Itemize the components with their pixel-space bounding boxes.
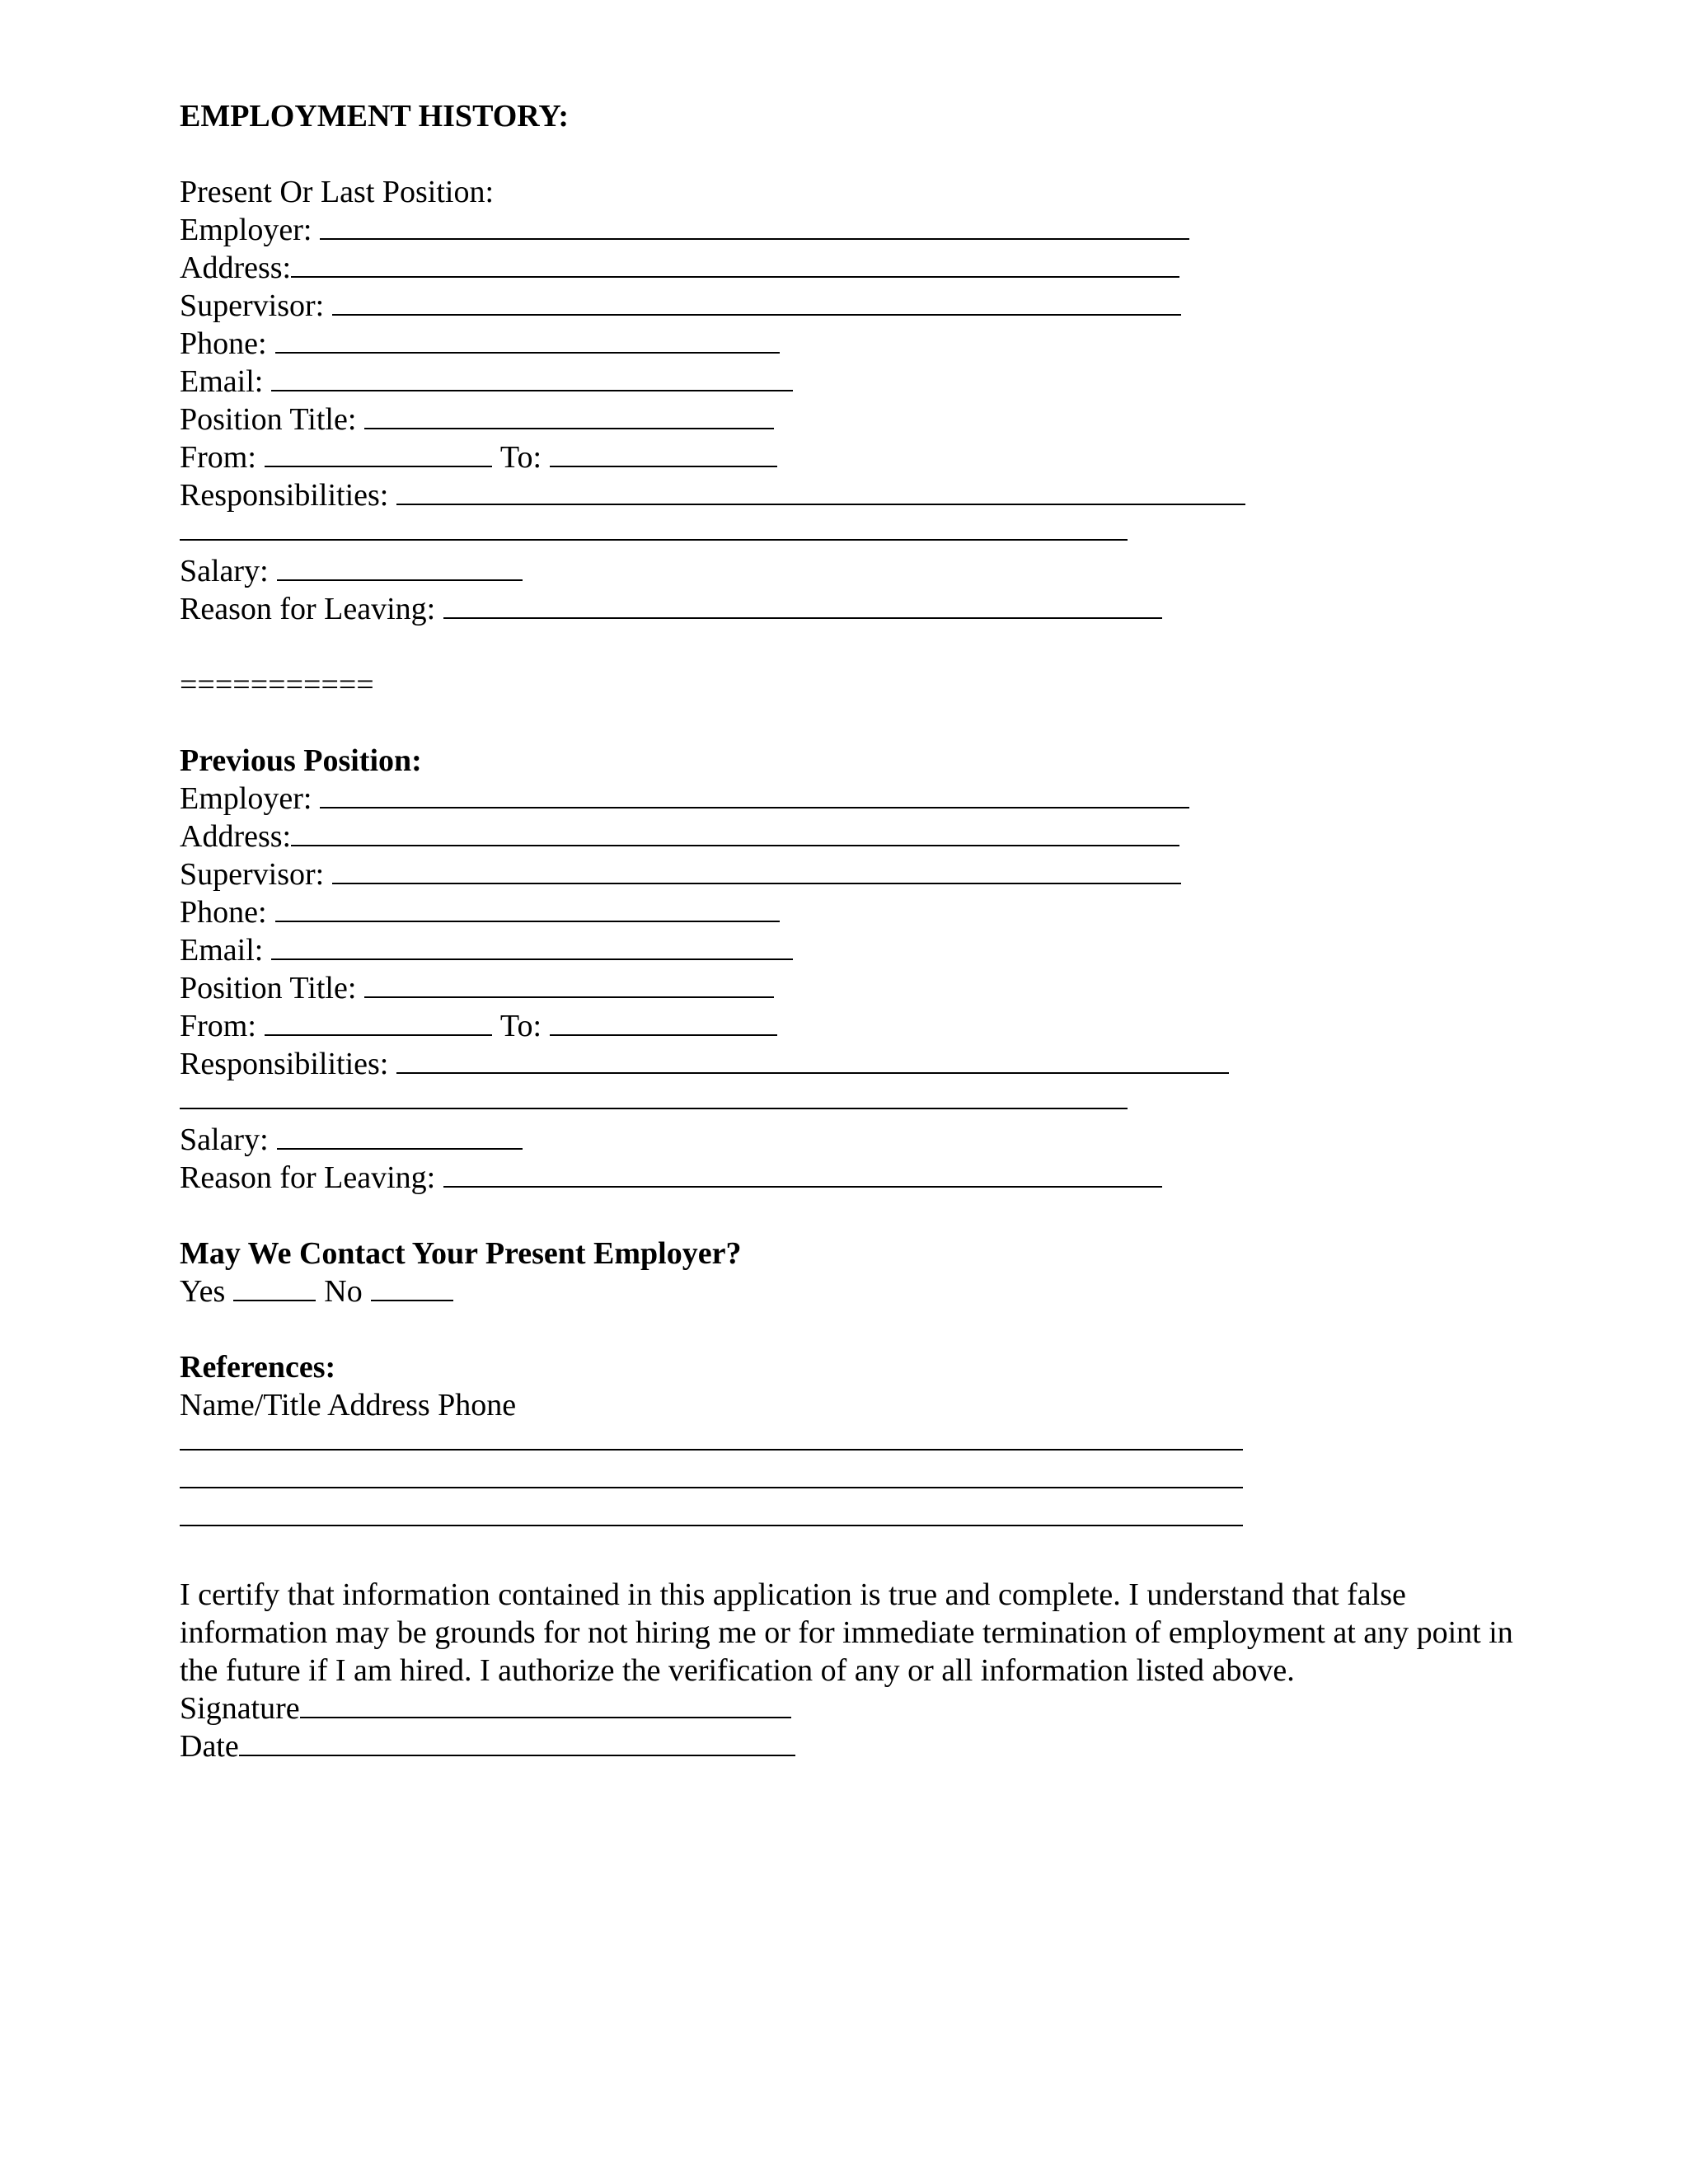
reference-row <box>180 1462 1531 1500</box>
signature-field[interactable] <box>300 1692 791 1718</box>
previous-position-title: Previous Position: <box>180 743 422 778</box>
reference-field-2[interactable] <box>180 1462 1243 1488</box>
present-position-title: Present Or Last Position: <box>180 175 495 209</box>
contact-answer-row <box>180 1272 1531 1310</box>
phone-label: Phone: <box>180 326 267 361</box>
present-reason-row <box>180 590 1531 628</box>
address-label: Address: <box>180 251 292 285</box>
present-phone-row <box>180 325 1531 363</box>
from-label: From: <box>180 440 256 475</box>
present-salary-row <box>180 552 1531 590</box>
previous-phone-field[interactable] <box>275 896 780 922</box>
employer-label: Employer: <box>180 213 312 247</box>
responsibilities-label: Responsibilities: <box>180 478 389 513</box>
signature-row <box>180 1690 1531 1727</box>
address-label: Address: <box>180 819 292 854</box>
email-label: Email: <box>180 364 264 399</box>
present-supervisor-row <box>180 287 1531 325</box>
present-from-field[interactable] <box>265 441 492 467</box>
present-address-row <box>180 249 1531 287</box>
references-title: References: <box>180 1350 336 1385</box>
phone-label: Phone: <box>180 895 267 930</box>
references-columns: Name/Title Address Phone <box>180 1388 517 1422</box>
salary-label: Salary: <box>180 554 269 588</box>
present-employer-field[interactable] <box>320 213 1189 240</box>
employment-form <box>180 97 1531 1765</box>
supervisor-label: Supervisor: <box>180 288 325 323</box>
email-label: Email: <box>180 933 264 968</box>
present-dates-row <box>180 438 1531 476</box>
supervisor-label: Supervisor: <box>180 857 325 892</box>
to-label: To: <box>499 440 542 475</box>
present-to-field[interactable] <box>550 441 777 467</box>
present-employer-row <box>180 211 1531 249</box>
reference-row <box>180 1500 1531 1538</box>
present-email-field[interactable] <box>271 365 793 391</box>
previous-employer-field[interactable] <box>320 782 1189 808</box>
present-position-title-row <box>180 401 1531 438</box>
previous-salary-row <box>180 1121 1531 1159</box>
previous-employer-row <box>180 780 1531 818</box>
reference-field-1[interactable] <box>180 1424 1243 1451</box>
to-label: To: <box>499 1009 542 1043</box>
reason-label: Reason for Leaving: <box>180 1160 436 1195</box>
previous-responsibilities-continuation <box>180 1083 1531 1121</box>
present-responsibilities-field-2[interactable] <box>180 514 1128 541</box>
previous-from-field[interactable] <box>265 1010 492 1036</box>
previous-address-field[interactable] <box>291 820 1179 846</box>
reference-row <box>180 1424 1531 1462</box>
present-salary-field[interactable] <box>277 555 523 581</box>
no-label: No <box>324 1274 363 1309</box>
responsibilities-label: Responsibilities: <box>180 1047 389 1081</box>
previous-responsibilities-field-2[interactable] <box>180 1083 1128 1109</box>
present-responsibilities-continuation <box>180 514 1531 552</box>
reference-field-3[interactable] <box>180 1500 1243 1526</box>
employer-label: Employer: <box>180 781 312 816</box>
present-position-title-field[interactable] <box>364 403 774 429</box>
yes-label: Yes <box>180 1274 226 1309</box>
present-reason-field[interactable] <box>443 593 1162 619</box>
previous-email-row <box>180 931 1531 969</box>
previous-dates-row <box>180 1007 1531 1045</box>
reason-label: Reason for Leaving: <box>180 592 436 626</box>
section-separator: =========== <box>180 668 374 702</box>
present-phone-field[interactable] <box>275 327 780 354</box>
present-email-row <box>180 363 1531 401</box>
previous-position-title-field[interactable] <box>364 972 774 998</box>
present-address-field[interactable] <box>291 251 1179 278</box>
present-responsibilities-row <box>180 476 1531 514</box>
previous-address-row <box>180 818 1531 855</box>
previous-reason-field[interactable] <box>443 1161 1162 1188</box>
form-heading: EMPLOYMENT HISTORY: <box>180 99 569 134</box>
date-field[interactable] <box>239 1730 795 1756</box>
previous-email-field[interactable] <box>271 934 793 960</box>
previous-position-title-row <box>180 969 1531 1007</box>
previous-supervisor-field[interactable] <box>332 858 1181 884</box>
date-row <box>180 1727 1531 1765</box>
previous-responsibilities-row <box>180 1045 1531 1083</box>
salary-label: Salary: <box>180 1122 269 1157</box>
previous-responsibilities-field[interactable] <box>396 1047 1229 1074</box>
previous-phone-row <box>180 893 1531 931</box>
previous-reason-row <box>180 1159 1531 1197</box>
position-title-label: Position Title: <box>180 402 357 437</box>
previous-to-field[interactable] <box>550 1010 777 1036</box>
signature-label: Signature <box>180 1691 300 1726</box>
previous-supervisor-row <box>180 855 1531 893</box>
previous-salary-field[interactable] <box>277 1123 523 1150</box>
certification-text: I certify that information contained in this application is true and complete. I understand that false information may be grounds for not hiring me or for immediate termination of employment at any point in the future if I am hired. I authorize the verification of any or all information listed above. <box>180 1577 1513 1688</box>
contact-question: May We Contact Your Present Employer? <box>180 1236 742 1271</box>
contact-no-field[interactable] <box>371 1275 453 1301</box>
contact-yes-field[interactable] <box>233 1275 316 1301</box>
position-title-label: Position Title: <box>180 971 357 1005</box>
date-label: Date <box>180 1729 239 1764</box>
from-label: From: <box>180 1009 256 1043</box>
present-responsibilities-field[interactable] <box>396 479 1245 505</box>
present-supervisor-field[interactable] <box>332 289 1181 316</box>
